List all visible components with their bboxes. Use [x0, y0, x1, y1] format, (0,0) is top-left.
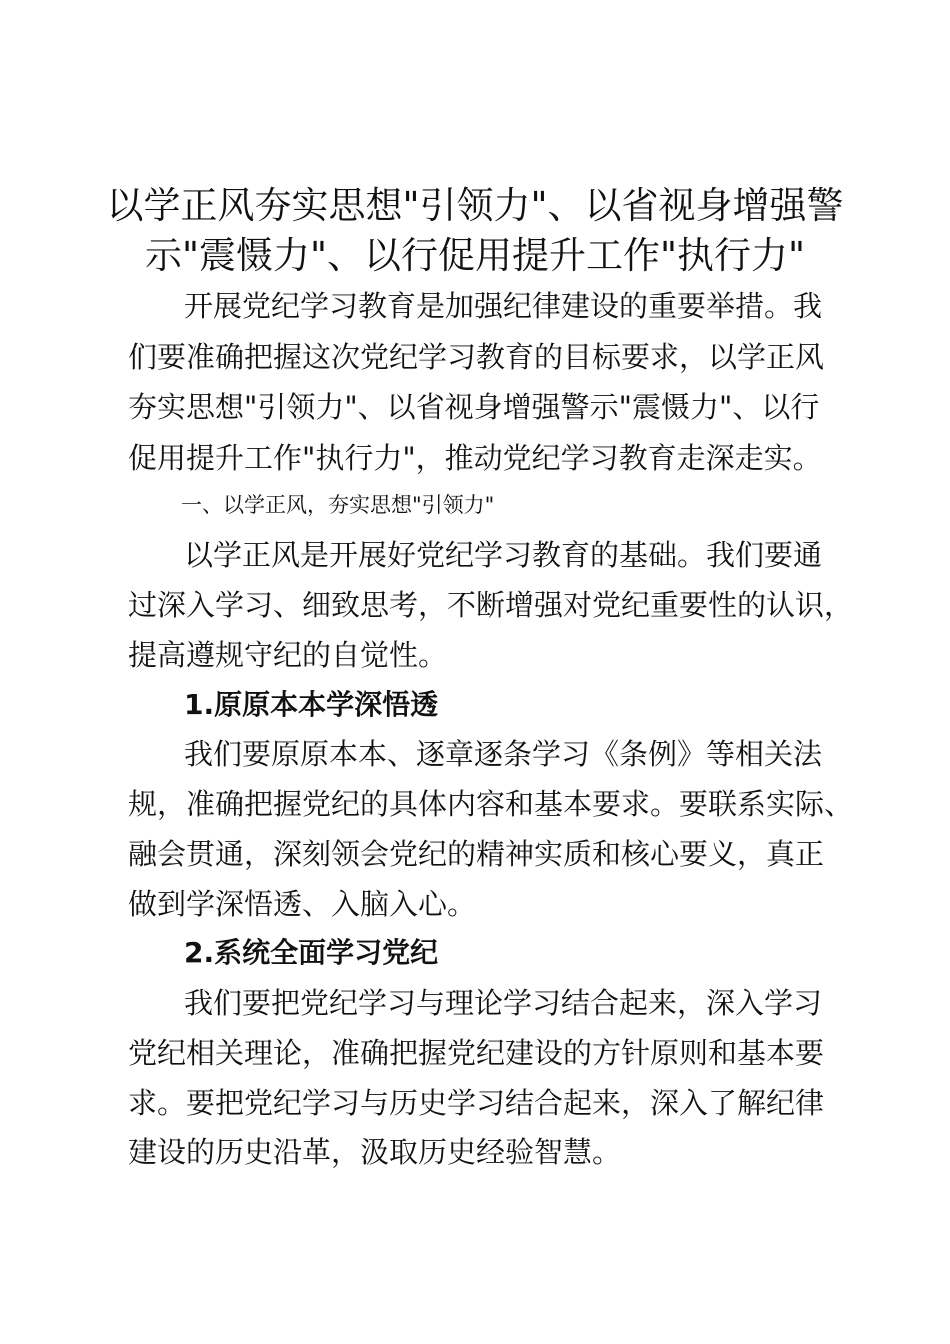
- subsection-1-line-1: 我们要原原本本、逐章逐条学习《条例》等相关法: [184, 737, 823, 771]
- subsection-1-heading: 1.原原本本学深悟透: [184, 688, 439, 721]
- document-title-line-1: 以学正风夯实思想"引领力"、以省视身增强警: [106, 184, 844, 227]
- intro-line-1: 开展党纪学习教育是加强纪律建设的重要举措。我: [184, 289, 823, 323]
- subsection-1-line-4: 做到学深悟透、入脑入心。: [128, 887, 477, 921]
- intro-line-3: 夯实思想"引领力"、以省视身增强警示"震慑力"、以行: [128, 390, 820, 424]
- intro-line-4: 促用提升工作"执行力"，推动党纪学习教育走深走实。: [128, 441, 822, 475]
- subsection-1-line-2: 规，准确把握党纪的具体内容和基本要求。要联系实际、: [128, 787, 854, 821]
- section-1-para-line-3: 提高遵规守纪的自觉性。: [128, 638, 448, 672]
- subsection-2-line-2: 党纪相关理论，准确把握党纪建设的方针原则和基本要: [128, 1036, 825, 1070]
- document-title-line-2: 示"震慑力"、以行促用提升工作"执行力": [144, 234, 806, 277]
- subsection-2-line-3: 求。要把党纪学习与历史学习结合起来，深入了解纪律: [128, 1086, 825, 1120]
- subsection-1-line-3: 融会贯通，深刻领会党纪的精神实质和核心要义，真正: [128, 837, 825, 871]
- section-1-heading: 一、以学正风，夯实思想"引领力": [181, 493, 495, 517]
- section-1-para-line-1: 以学正风是开展好党纪学习教育的基础。我们要通: [184, 538, 823, 572]
- subsection-2-heading: 2.系统全面学习党纪: [184, 936, 439, 969]
- intro-line-2: 们要准确把握这次党纪学习教育的目标要求，以学正风: [128, 340, 825, 374]
- subsection-2-line-1: 我们要把党纪学习与理论学习结合起来，深入学习: [184, 986, 823, 1020]
- section-1-para-line-2: 过深入学习、细致思考，不断增强对党纪重要性的认识，: [128, 588, 854, 622]
- subsection-2-line-4: 建设的历史沿革，汲取历史经验智慧。: [128, 1135, 622, 1169]
